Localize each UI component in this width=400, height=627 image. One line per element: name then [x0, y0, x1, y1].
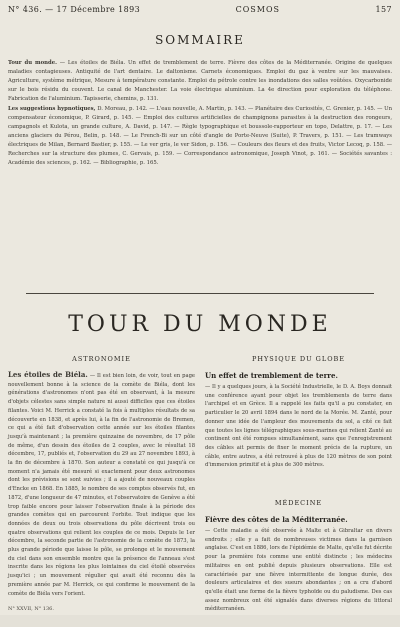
journal-title: COSMOS — [235, 5, 280, 14]
article-fievre — [205, 527, 392, 627]
column-heading-astronomie: ASTRONOMIE — [72, 355, 131, 363]
article-astronomie — [8, 371, 195, 607]
column-heading-medecine: MÉDECINE — [274, 499, 323, 507]
article-title: Les étoiles de Biéla. — [8, 370, 88, 379]
sommaire-lead: Tour du monde. — [8, 60, 57, 66]
sommaire-body: — Les étoiles de Biéla. Un effet de tremblement de terre. Fièvre des côtes de la Méditerranée. Origine de quelques maladies contagieuses. Antiquité de l'art dentaire. Le daltonisme. Carnets économiques. Emploi du gaz à ventre sur les mauvaises. Agriculture, système métrique, Mesure à température constante. Emploi du pétrole contre les inondations des salles voûtées. Oxycarbonide sur le bois résidu du couvent. Le canal de Manchester. La voie électrique aluminium. La 4e direction pour exploration du téléphone. Fabrication de l'aluminium. Tapisserie, chemins, p. 131. — [8, 60, 392, 102]
footer-signature: N° XXVII, N° 136. — [8, 606, 54, 612]
article-text — [8, 371, 195, 598]
article-body: — Cette maladie a été observée à Malte et à Gibraltar en divers endroits ; elle y a fait de nombreuses victimes dans la garnison anglaise. C'est en 1886, lors de l'épidémie de Malte, qu'elle fut décrite pour la première fois comme une entité distincte ; les médecins militaires en ont publié depuis plusieurs observations. Elle est caractérisée par une fièvre intermittente de longue durée, des douleurs articulaires et des sueurs abondantes ; on a cru d'abord qu'elle était une forme de la fièvre typhoïde ou du paludisme. Des cas assez nombreux ont été signalés dans diverses régions du littoral méditerranéen. — [205, 528, 392, 613]
article-title: Un effet de tremblement de terre. — [205, 371, 338, 380]
section-divider — [26, 293, 374, 294]
article-body: — Il y a quelques jours, à la Société Industrielle, le D. A. Boys donnait une conférence ayant pour objet les tremblements de terre dans l'archipel et en Grèce. Il a rappelé les faits qu'il a pu constater, en particulier le 20 avril 1894 dans le nord de la Morée. M. Zanté, pour donner une idée de l'ampleur des mouvements du sol, a cité ce fait que toutes les lignes télégraphiques sous-marines qui relient Zanté au continent ont été rompues simultanément, sans que l'enregistrement des câbles ait permis de fixer le moment précis de la rupture, un câble, entre autres, a été retrouvé à plus de 120 mètres de son point d'immersion primitif et à plus de 300 mètres. — [205, 384, 392, 469]
sommaire-paragraph — [8, 59, 392, 104]
issue-number: N° 436. — 17 Décembre 1893 — [8, 5, 141, 14]
article-body: — Il est bien loin, de voir, tout en page nouvellement bonne à la science de la comète de Biéla, dont les générations d'astronomes n'ont pas été en observant, à la mesure d'objets célestes sans simple nature ni aussi difficiles que ces étoiles filantes. Voici M. Herrick a constaté la fois à multiples résultats de sa découverte en 1838, et après lui, à la fin de l'astronomie de Bremen, ce qui a été fait d'observation cette année sur les étoiles filantes jusqu'à maintenant ; la première quinzaine de novembre, de 17 pôle de même, d'un dessin des étoiles de 2 couples, avec le résultat 18 décembre, 17, publiés et, l'observation du 29 au 27 novembre 1893, à la fin de décembre à 1870. Son auteur a constaté ce qui jusqu'à ce moment n'a jamais été mesuré si exactement pour deux astronomes dont les prévisions se sont suivies ; il a ajouté de nouveaux couples d'Encke en 1868. En 1885, le nombre de ses comptes observés fut, en 1872, d'une longueur de 47 minutes, et l'observatoire de Genève a été trop faible encore pour laisser l'observation finale à la période des grandes comètes qui en parcourent l'orbite. Tout indique que les données de deux ou trois observations du pôle décrivent trois ou quatre observations qui relient les couples de ce mois. Depuis le 1er décembre, la seconde partie de l'astronomie de la comète de 1873, la plus grande période que laisse le pôle, se prolonge et le mouvement du ciel dans son ensemble montre que la présence de l'anneau s'est inscrite dans les régions les plus lointaines du ciel étoilé observées jusqu'ici ; un mouvement régulier qui avait été reconnu dès la première année par M. Herrick, ce qui confirme le mouvement de la comète de Biéla vers l'orient. — [8, 373, 195, 597]
section-title: TOUR DU MONDE — [68, 312, 332, 337]
left-column — [8, 353, 195, 603]
right-column — [205, 353, 392, 613]
sommaire-paragraph — [8, 105, 392, 168]
article-tremblement — [205, 383, 392, 493]
column-heading-physique: PHYSIQUE DU GLOBE — [251, 355, 346, 363]
page-header — [8, 0, 392, 17]
sommaire-body: D. Moreau, p. 142. — L'eau nouvelle, A. Martin, p. 143. — Planétaire des Curiosités, C. Grenier, p. 145. — Un compensateur économique, P. Girard, p. 145. — Emploi des cultures artificielles de champignons parasites à la destruction des rongeurs, campagnols et Kulota, un grande culture, A. David, p. 147. — Règle typographique et boussole-rapporteur en topo, Delattre, p. 17. — Les anciens glaciers du Pérou, Belin, p. 148. — Le French-Bi sur un côté d'angle de Porte-Neuve (Suite), P. Travers, p. 151. — Les tramways électriques de Milan, Bernard Bastier, p. 155. — Le ver gris, le ver Sidon, p. 156. — Couleurs des fleurs et des fruits, Victor Lecoq, p. 158. — Recherches sur la structure des plumes, C. Gervais, p. 159. — Correspondance astronomique, Joseph Vinot, p. 161. — Sociétés savantes : Académie des sciences, p. 162. — Bibliographie, p. 165. — [8, 106, 392, 166]
sommaire-text — [8, 59, 392, 277]
page-number: 157 — [375, 5, 392, 14]
sommaire-lead: Les suggestions hypnotiques, — [8, 106, 96, 112]
article-title: Fièvre des côtes de la Méditerranée. — [205, 515, 348, 524]
sommaire-heading: SOMMAIRE — [155, 33, 245, 47]
